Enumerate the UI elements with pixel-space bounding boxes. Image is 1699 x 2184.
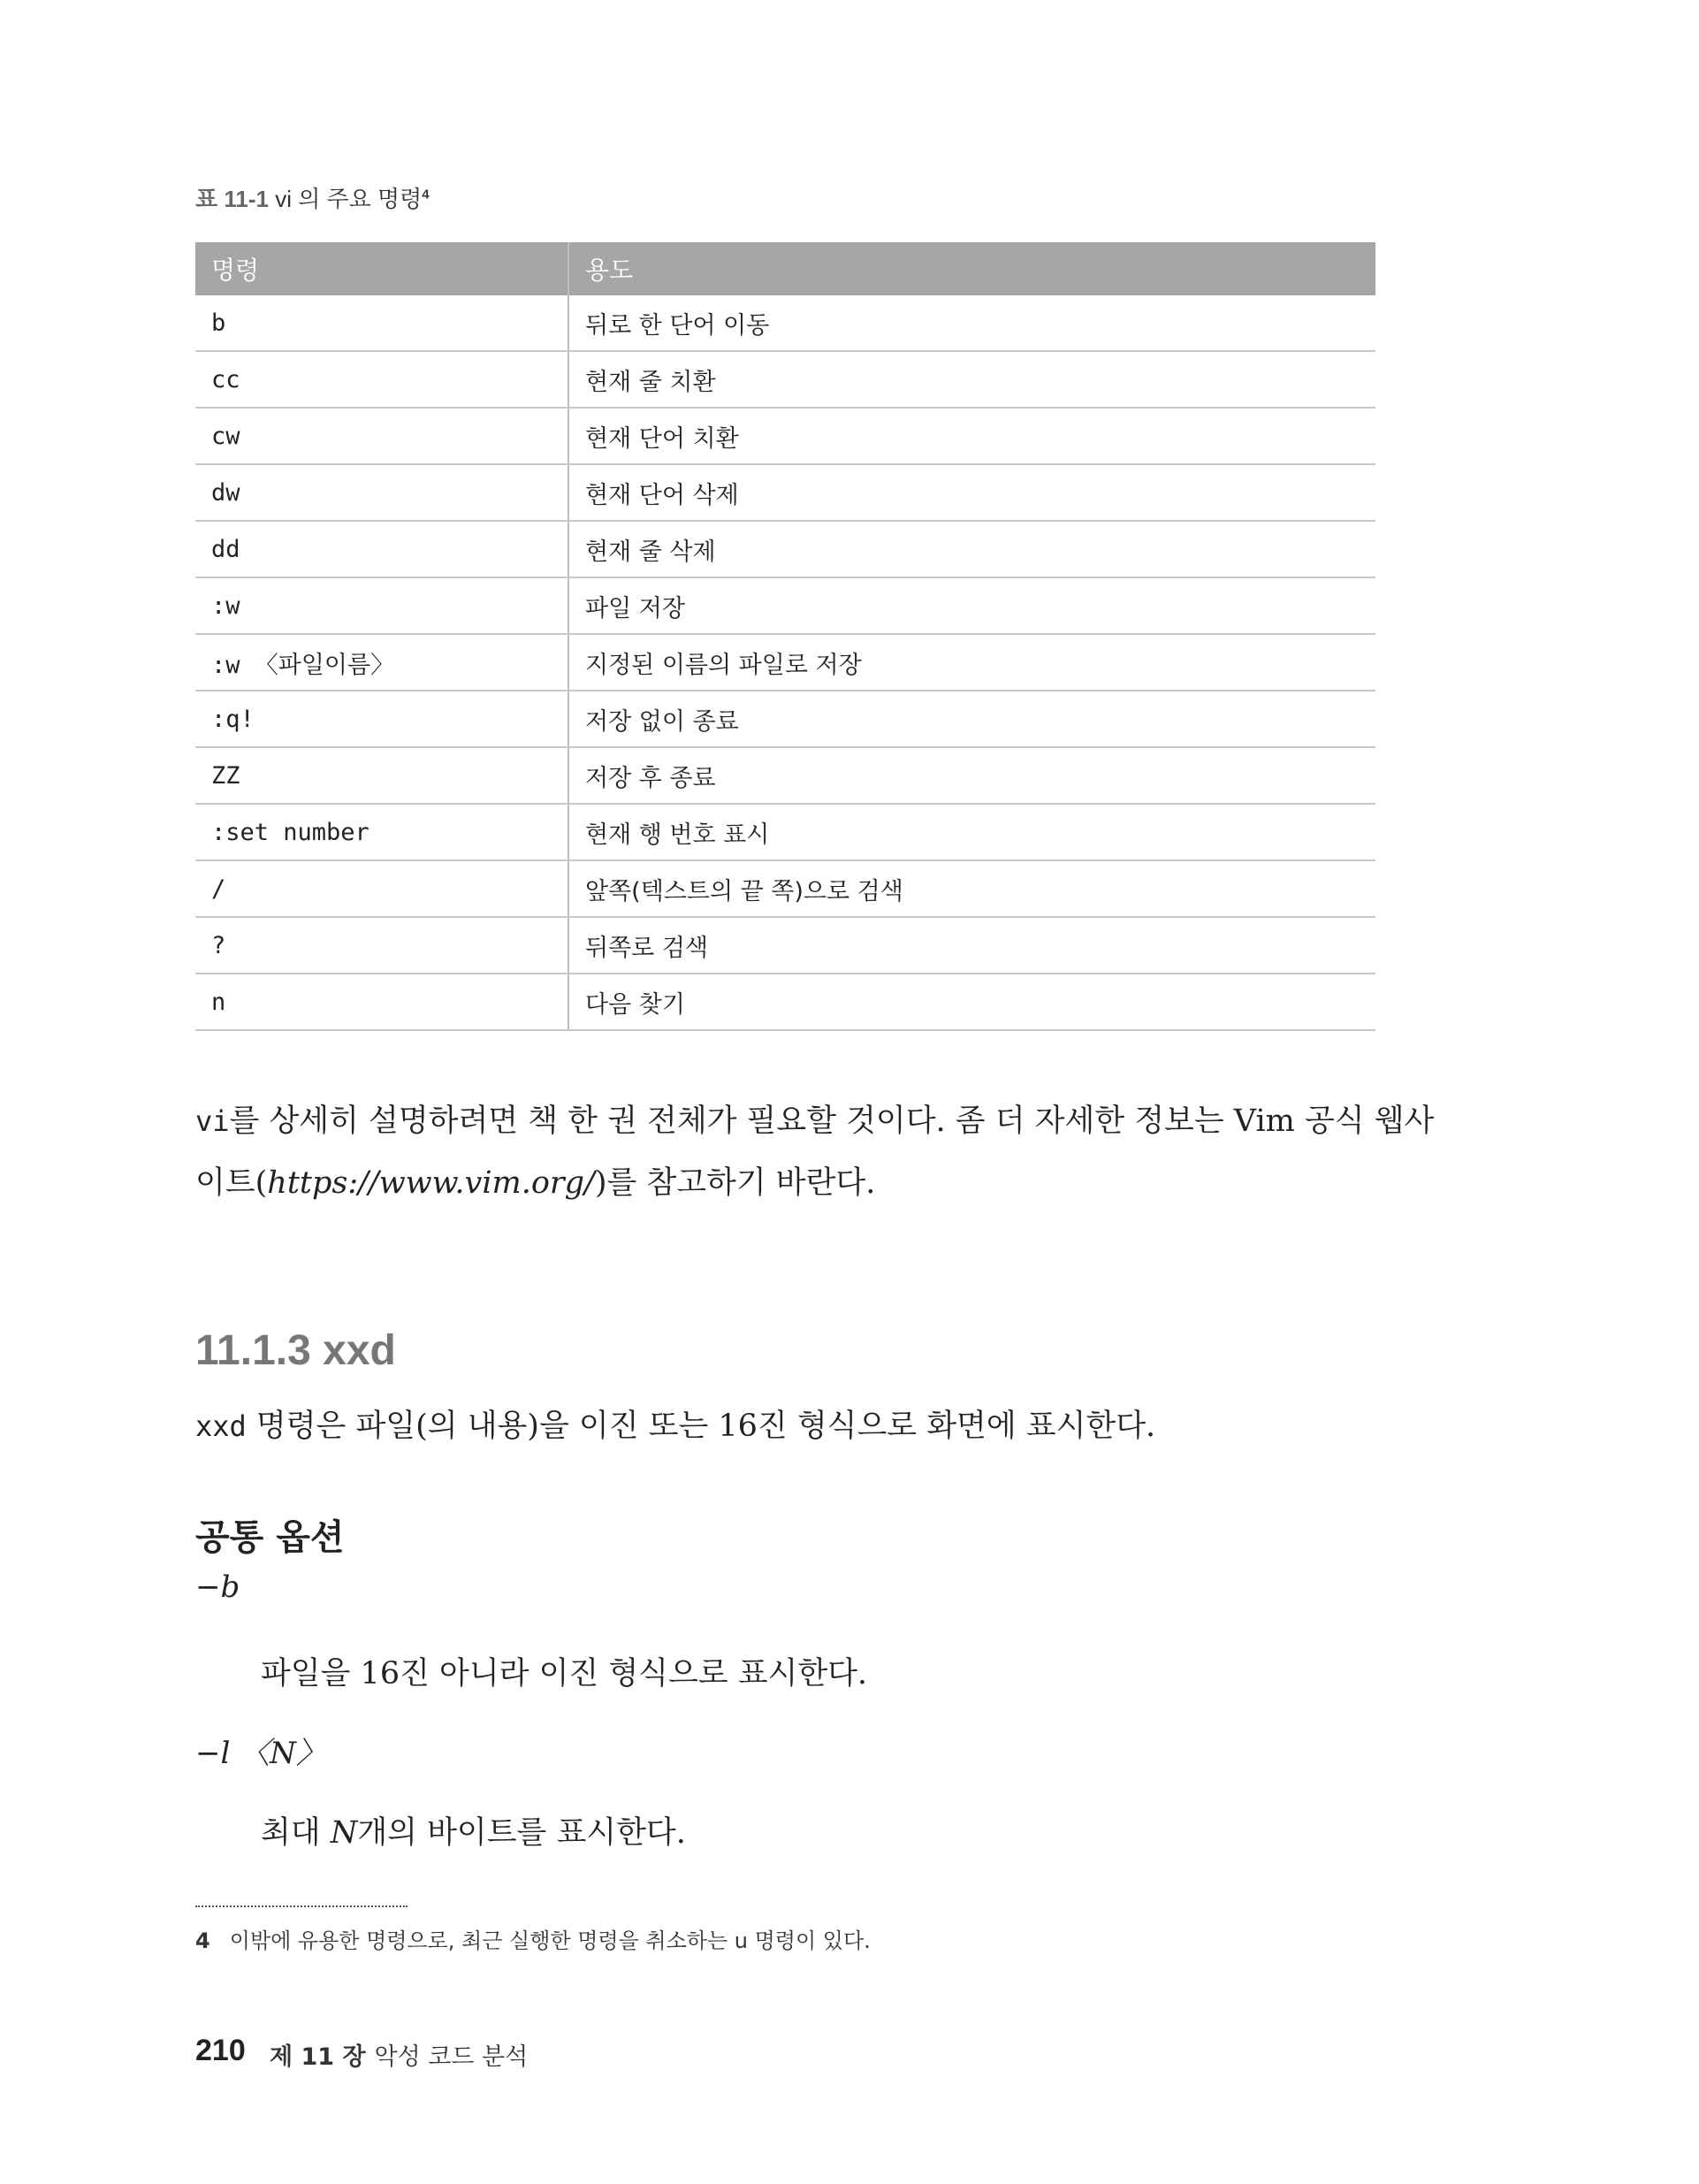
table-row (195, 634, 1375, 691)
header-purpose: 용도 (568, 242, 1375, 295)
command-cell: dd (195, 521, 568, 577)
command-cell: ? (195, 917, 568, 974)
command-cell: :set number (195, 804, 568, 860)
purpose-cell: 앞쪽(텍스트의 끝 쪽)으로 검색 (568, 860, 1375, 917)
section-number: 11.1.3 (195, 1327, 311, 1374)
command-cell: :q! (195, 691, 568, 747)
command-cell: n (195, 974, 568, 1030)
chapter-label: 제 11 장 (270, 2043, 366, 2071)
command-cell: dw (195, 464, 568, 521)
command-cell: b (195, 295, 568, 351)
table-header-row (195, 242, 1375, 295)
table-row (195, 691, 1375, 747)
paragraph-vi-line2 (195, 1158, 875, 1203)
purpose-cell: 현재 행 번호 표시 (568, 804, 1375, 860)
command-cell: :w 〈파일이름〉 (195, 634, 568, 691)
purpose-cell: 다음 찾기 (568, 974, 1375, 1030)
command-cell: ZZ (195, 747, 568, 804)
chapter-title: 악성 코드 분석 (374, 2043, 529, 2071)
table-row (195, 577, 1375, 634)
table-row (195, 464, 1375, 521)
paragraph-vi-text1: 를 상세히 설명하려면 책 한 권 전체가 필요할 것이다. 좀 더 자세한 정보는 Vim 공식 웹사 (229, 1103, 1435, 1139)
purpose-cell: 뒤쪽로 검색 (568, 917, 1375, 974)
table-row (195, 974, 1375, 1030)
option-l-flag: −l 〈N〉 (195, 1736, 326, 1771)
paragraph-vi-line1 (195, 1096, 1434, 1141)
purpose-cell: 현재 줄 치환 (568, 351, 1375, 408)
running-footer-chapter (270, 2037, 528, 2072)
footnote (195, 1923, 871, 1954)
paragraph-vi-text2-post: )를 참고하기 바란다. (594, 1165, 876, 1201)
code-xxd: xxd (195, 1409, 247, 1443)
table-row (195, 408, 1375, 464)
purpose-cell: 지정된 이름의 파일로 저장 (568, 634, 1375, 691)
paragraph-xxd (195, 1401, 1155, 1446)
paragraph-vi-text2-pre: 이트( (195, 1165, 268, 1201)
command-cell: cc (195, 351, 568, 408)
footnote-number: 4 (195, 1928, 210, 1953)
header-command: 명령 (195, 242, 568, 295)
table-row (195, 747, 1375, 804)
paragraph-xxd-text: 명령은 파일(의 내용)을 이진 또는 16진 형식으로 화면에 표시한다. (246, 1409, 1156, 1444)
option-l-desc-var: N (330, 1815, 358, 1851)
subheading-common-options: 공통 옵션 (195, 1517, 345, 1558)
table-row (195, 351, 1375, 408)
command-cell: :w (195, 577, 568, 634)
page-number: 210 (195, 2034, 246, 2067)
section-heading (195, 1326, 396, 1375)
option-b-description: 파일을 16진 아니라 이진 형식으로 표시한다. (261, 1656, 868, 1691)
command-cell: cw (195, 408, 568, 464)
table-row (195, 860, 1375, 917)
purpose-cell: 저장 후 종료 (568, 747, 1375, 804)
table-row (195, 295, 1375, 351)
option-l-description (261, 1808, 686, 1852)
footnote-divider (195, 1905, 408, 1907)
footnote-text: 이밖에 유용한 명령으로, 최근 실행한 명령을 취소하는 u 명령이 있다. (229, 1928, 871, 1953)
table-row (195, 917, 1375, 974)
table-caption (195, 181, 430, 214)
option-l-desc-pre: 최대 (261, 1815, 331, 1851)
purpose-cell: 현재 줄 삭제 (568, 521, 1375, 577)
option-l-desc-post: 개의 바이트를 표시한다. (357, 1815, 686, 1851)
table-caption-label: 표 11-1 (195, 186, 269, 212)
purpose-cell: 현재 단어 치환 (568, 408, 1375, 464)
table-row (195, 521, 1375, 577)
section-title: xxd (323, 1327, 396, 1374)
purpose-cell: 뒤로 한 단어 이동 (568, 295, 1375, 351)
purpose-cell: 현재 단어 삭제 (568, 464, 1375, 521)
code-vi: vi (195, 1104, 230, 1138)
option-b-flag: −b (195, 1569, 240, 1605)
footnote-ref: 4 (422, 187, 430, 202)
table-caption-title: vi 의 주요 명령 (275, 186, 423, 212)
command-cell: / (195, 860, 568, 917)
purpose-cell: 저장 없이 종료 (568, 691, 1375, 747)
vi-commands-table (195, 242, 1375, 1031)
vim-url-link[interactable]: https://www.vim.org/ (267, 1165, 595, 1201)
table-row (195, 804, 1375, 860)
purpose-cell: 파일 저장 (568, 577, 1375, 634)
